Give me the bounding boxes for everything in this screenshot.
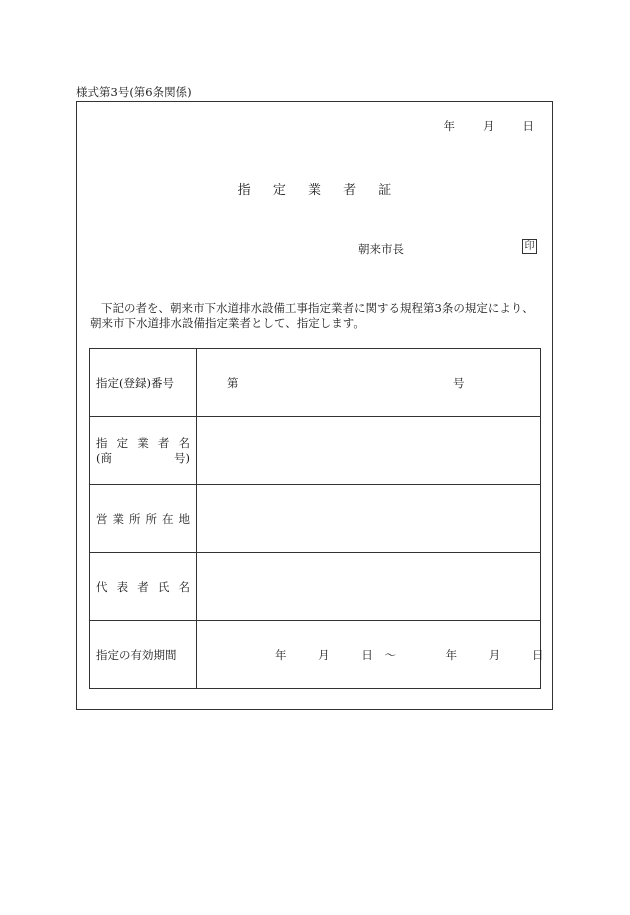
details-table: [89, 348, 544, 689]
table-row-representative: [90, 553, 541, 621]
validity-period-label: 指定の有効期間: [90, 621, 197, 689]
table-row-registration: [90, 349, 541, 417]
registration-prefix: 第: [227, 375, 239, 390]
form-number-label: 様式第3号(第6条関係): [76, 85, 192, 99]
table-row-office: [90, 485, 541, 553]
seal-mark: 印: [522, 239, 537, 254]
validity-to-day: 日: [531, 647, 544, 662]
validity-tilde: 〜: [384, 647, 396, 662]
registration-suffix: 号: [453, 375, 465, 390]
issue-month-label: 月: [483, 119, 495, 133]
title-char: 証: [378, 183, 392, 198]
company-name-field[interactable]: [197, 417, 541, 485]
validity-from-year: 年: [275, 647, 287, 662]
office-address-field[interactable]: [197, 485, 541, 553]
validity-period-field[interactable]: [197, 621, 544, 689]
certificate-frame: [76, 101, 553, 710]
table-row-validity: [90, 621, 541, 689]
registration-number-label: 指定(登録)番号: [90, 349, 197, 417]
office-address-label: 営 業 所 所 在 地: [90, 485, 197, 553]
issue-date: [444, 118, 535, 134]
company-name-label: 指 定 業 者 名 (商 号): [90, 417, 197, 485]
title-char: 定: [272, 183, 286, 198]
title-char: 指: [237, 183, 251, 198]
issuer-name: 朝来市長: [358, 242, 404, 256]
title-char: 者: [343, 183, 357, 198]
validity-from-day: 日: [361, 647, 373, 662]
representative-name-label: 代 表 者 氏 名: [90, 553, 197, 621]
certificate-title: [77, 179, 552, 198]
table-row-company: [90, 417, 541, 485]
validity-to-month: 月: [488, 647, 501, 662]
title-char: 業: [307, 183, 321, 198]
registration-number-field[interactable]: [197, 349, 541, 417]
issue-year-label: 年: [443, 119, 455, 133]
designation-statement: 下記の者を、朝来市下水道排水設備工事指定業者に関する規程第3条の規定により、朝来市下水道排水設備指定業者として、指定します。: [90, 301, 534, 330]
validity-from-month: 月: [318, 647, 330, 662]
validity-to-year: 年: [445, 647, 458, 662]
issue-day-label: 日: [522, 119, 534, 133]
representative-name-field[interactable]: [197, 553, 541, 621]
